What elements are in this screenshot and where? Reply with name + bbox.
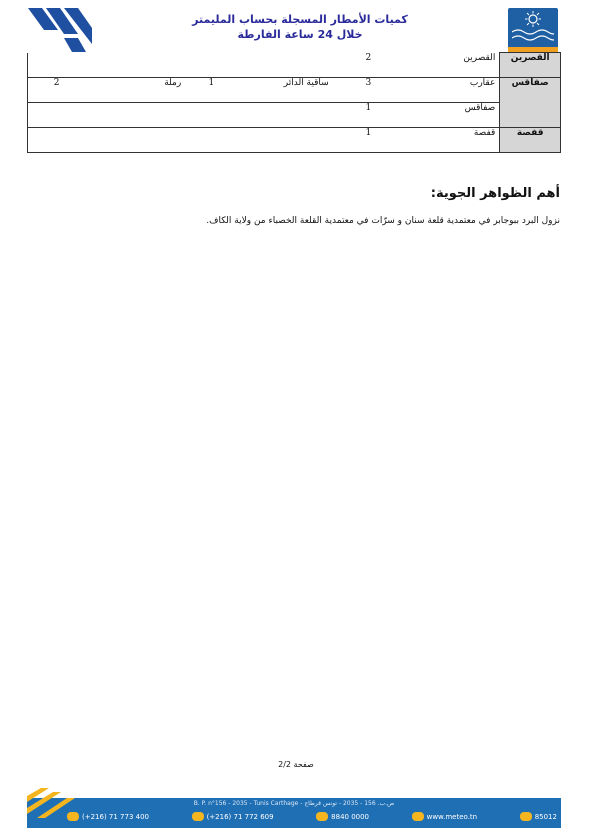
section-heading: أهم الظواهر الجوية: — [430, 186, 560, 201]
contact-text: (+216) 71 773 400 — [82, 812, 149, 821]
web-icon — [412, 812, 424, 821]
contact-item — [67, 812, 149, 821]
station-name — [238, 128, 333, 153]
station-name: رملة — [85, 78, 185, 103]
station-name: ساقية الدائر — [238, 78, 333, 103]
sms-icon — [520, 812, 532, 821]
table-row — [28, 128, 561, 153]
station-value — [185, 53, 237, 78]
footer-stripes-icon — [27, 788, 97, 828]
contact-item — [192, 812, 274, 821]
footer-contacts — [67, 812, 557, 821]
contact-text: (+216) 71 772 609 — [206, 812, 274, 821]
governorate-cell: قفصة — [500, 128, 561, 153]
governorate-cell: القصرين — [500, 53, 561, 78]
station-value — [28, 103, 86, 128]
station-value — [185, 128, 237, 153]
contact-item[interactable] — [412, 812, 478, 821]
station-name — [85, 103, 185, 128]
inm-logo-icon — [508, 8, 558, 52]
contact-item — [316, 812, 369, 821]
station-name: صفاقس — [404, 103, 500, 128]
station-value — [185, 103, 237, 128]
title-line-1: كميات الأمطار المسجلة بحساب المليمتر — [192, 13, 408, 26]
table-row — [28, 78, 561, 103]
phone-icon — [67, 812, 79, 821]
section-paragraph: نزول البرد ببوجابر في معتمدية قلعة سنان و سرّات في معتمدية القلعة الخصباء من ولاية الكاف. — [206, 216, 560, 226]
station-value: 1 — [333, 128, 404, 153]
contact-item — [520, 812, 557, 821]
hotline-icon — [316, 812, 328, 821]
station-value: 2 — [28, 78, 86, 103]
station-value — [28, 128, 86, 153]
governorate-cell: صفاقس — [500, 78, 561, 128]
page-number: صفحة 2/2 — [278, 760, 314, 769]
station-value: 2 — [333, 53, 404, 78]
station-name — [85, 53, 185, 78]
title-line-2: خلال 24 ساعة الفارطة — [237, 28, 363, 41]
footer-address: B. P. n°156 - 2035 - Tunis Carthage - ص.ب. 156 - 2035 - تونس قرطاج — [193, 800, 395, 807]
table-row — [28, 53, 561, 78]
station-name — [238, 53, 333, 78]
contact-text: 8840 0000 — [331, 812, 370, 821]
page-footer — [27, 788, 561, 828]
table-row — [28, 103, 561, 128]
website-link[interactable]: www.meteo.tn — [426, 812, 478, 821]
station-name: القصرين — [404, 53, 500, 78]
document-title — [120, 12, 480, 42]
rainfall-table — [27, 52, 561, 153]
station-value: 3 — [333, 78, 404, 103]
station-name — [238, 103, 333, 128]
page-header — [0, 0, 592, 52]
fax-icon — [192, 812, 204, 821]
station-value: 1 — [333, 103, 404, 128]
station-name: عقارب — [404, 78, 500, 103]
station-name: قفصة — [404, 128, 500, 153]
station-name — [85, 128, 185, 153]
station-value: 1 — [185, 78, 237, 103]
stripes-logo-icon — [28, 8, 92, 52]
station-value — [28, 53, 86, 78]
contact-text: 85012 — [534, 812, 557, 821]
